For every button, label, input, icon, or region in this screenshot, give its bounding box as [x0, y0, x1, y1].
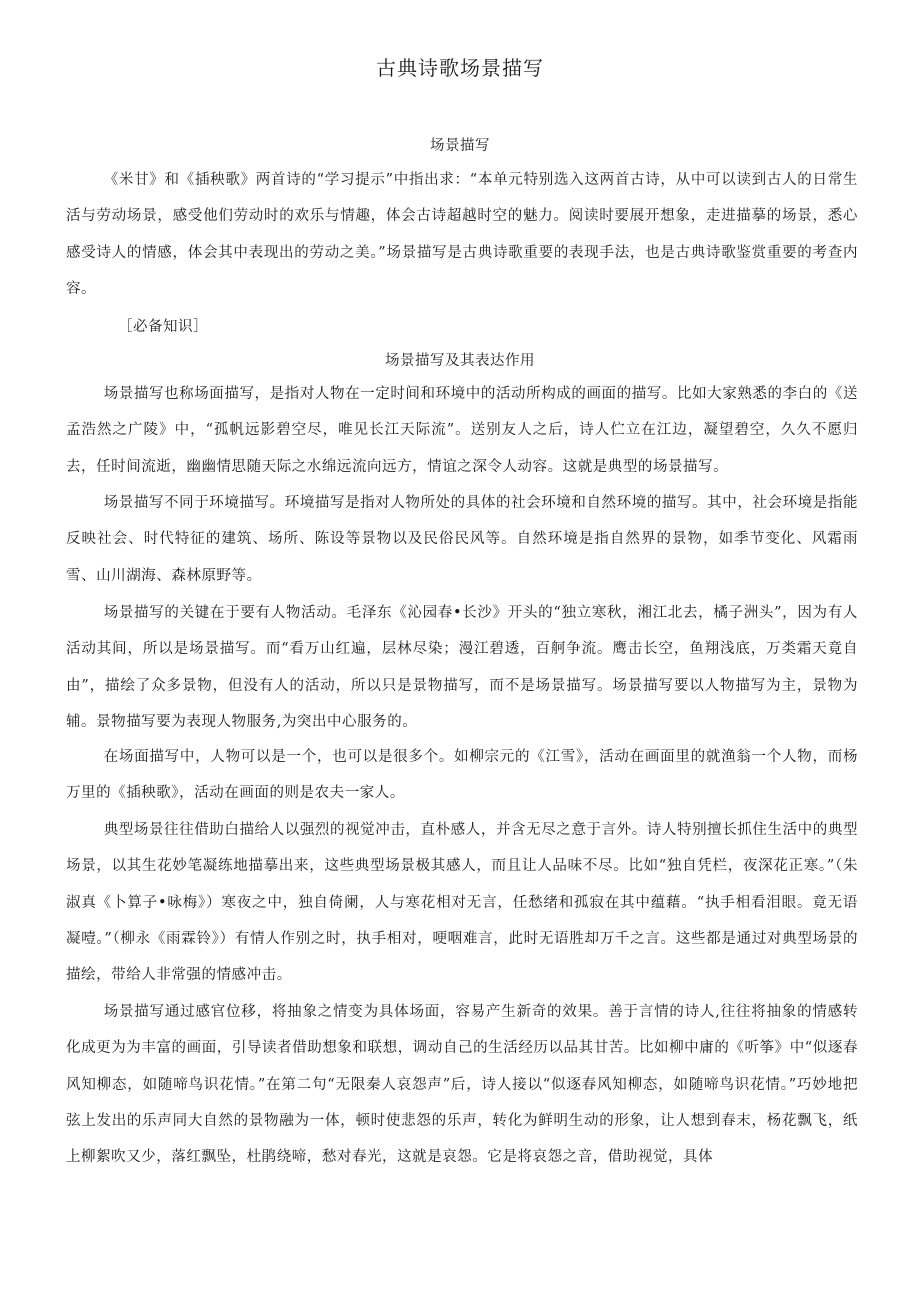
- knowledge-marker: ［必备知识］: [118, 319, 208, 335]
- body-paragraph: 场景描写的关键在于要有人物活动。毛泽东《沁园春•长沙》开头的“独立寒秋，湘江北去，橘子洲头”，因为有人活动其间，所以是场景描写。而“看万山红遍，层林尽染；漫江碧透，百舸争流。鹰击长空，鱼翔浅底，万类霜天竟自由”，描绘了众多景物，但没有人的活动，所以只是景物描写，而不是场景描写。场景描写要以人物描写为主，景物为辅。景物描写要为表现人物服务,为突出中心服务的。: [66, 605, 858, 730]
- body-paragraph: 场景描写不同于环境描写。环境描写是指对人物所处的具体的社会环境和自然环境的描写。其中，社会环境是指能反映社会、时代特征的建筑、场所、陈设等景物以及民俗民风等。自然环境是指自然界的景物，如季节变化、风霜雨雪、山川湖海、森林原野等。: [66, 495, 858, 584]
- intro-paragraph: 《米甘》和《插秧歌》两首诗的“学习提示”中指出求：“本单元特别选入这两首古诗，从中可以读到古人的日常生活与劳动场景，感受他们劳动时的欢乐与情趣，体会古诗超越时空的魅力。阅读时要展开想象，走进描摹的场景，悉心感受诗人的情感，体会其中表现出的劳动之美。”场景描写是古典诗歌重要的表现手法，也是古典诗歌鉴赏重要的考查内容。: [66, 172, 858, 297]
- body-paragraph: 典型场景往往借助白描给人以强烈的视觉冲击，直朴感人，并含无尽之意于言外。诗人特别擅长抓住生活中的典型场景，以其生花妙笔凝练地描摹出来，这些典型场景极其感人，而且让人品味不尽。比如“独自凭栏，夜深花正寒。”（朱淑真《卜算子•咏梅》）寒夜之中，独自倚阑，人与寒花相对无言，任愁绪和孤寂在其中蕴藉。“执手相看泪眼。竟无语凝噎。”（柳永《雨霖铃》）有情人作别之时，执手相对，哽咽难言，此时无语胜却万千之言。这些都是通过对典型场景的描绘，带给人非常强的情感冲击。: [66, 822, 858, 984]
- body-paragraph: 在场面描写中，人物可以是一个，也可以是很多个。如柳宗元的《江雪》，活动在画面里的就渔翁一个人物，而杨万里的《插秧歌》，活动在画面的则是农夫一家人。: [66, 749, 858, 802]
- knowledge-heading: 场景描写及其表达作用: [385, 353, 535, 369]
- body-paragraph: 场景描写通过感官位移，将抽象之情变为具体场面，容易产生新奇的效果。善于言情的诗人,往往将抽象的情感转化成更为为丰富的画面，引导读者借助想象和联想，调动自己的生活经历以品其甘苦。比如柳中庸的《听筝》中“似逐春风知柳态，如随啼鸟识花情。”在第二句“无限秦人哀怨声”后，诗人接以“似逐春风知柳态，如随啼鸟识花情。”巧妙地把弦上发出的乐声同大自然的景物融为一体，顿时使悲怨的乐声，转化为鲜明生动的形象，让人想到春末，杨花飘飞，纸上柳絮吹又少，落红飘坠，杜鹃绕啼，愁对春光，这就是哀怨。它是将哀怨之音，借助视觉，具体: [66, 1004, 858, 1166]
- section-heading: 场景描写: [430, 138, 490, 154]
- body-paragraph: 场景描写也称场面描写，是指对人物在一定时间和环境中的活动所构成的画面的描写。比如大家熟悉的李白的《送孟浩然之广陵》中，“孤帆远影碧空尽，唯见长江天际流”。送别友人之后，诗人伫立在江边，凝望碧空，久久不愿归去，任时间流逝，幽幽情思随天际之水绵远流向远方，情谊之深令人动容。这就是典型的场景描写。: [66, 386, 858, 475]
- document-title: 古典诗歌场景描写: [376, 56, 544, 80]
